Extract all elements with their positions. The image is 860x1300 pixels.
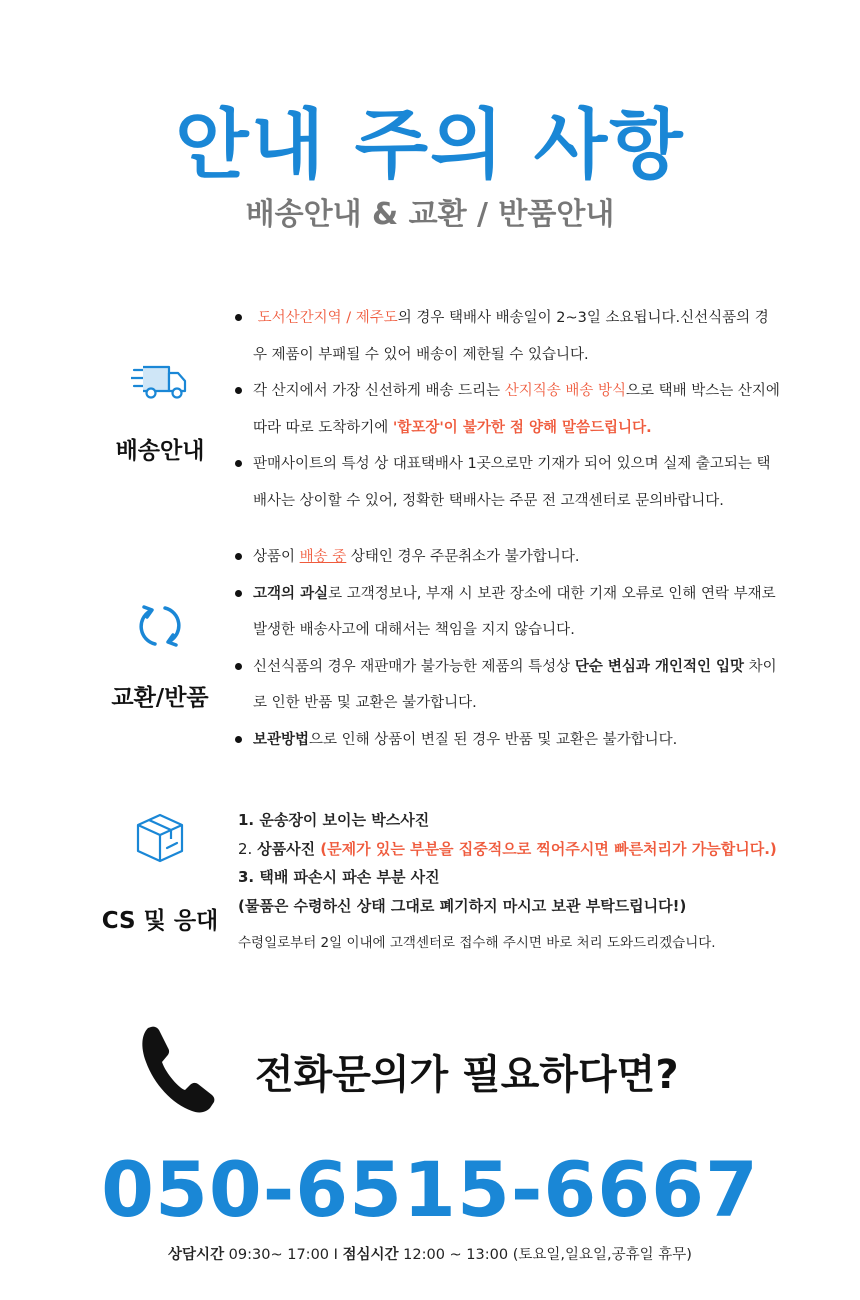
business-hours: 상담시간 09:30~ 17:00 I 점심시간 12:00 ~ 13:00 (토요일,일요일,공휴일 휴무) (168, 1247, 692, 1263)
list-item: 상품이 배송 중 상태인 경우 주문취소가 불가합니다. (235, 539, 780, 576)
cs-item-box-photo: 1. 운송장이 보이는 박스사진 (238, 811, 430, 829)
cs-item-damage-photo: 3. 택배 파손시 파손 부분 사진 (238, 868, 440, 886)
cs-item-product-photo: 2. 상품사진 (문제가 있는 부분을 집중적으로 찍어주시면 빠른처리가 가능합니다.) (238, 839, 777, 858)
shipping-list (235, 300, 780, 519)
box-package-icon (134, 812, 186, 864)
list-item: 판매사이트의 특성 상 대표택배사 1곳으로만 기재가 되어 있으며 실제 출고되는 택배사는 상이할 수 있어, 정확한 택배사는 주문 전 고객센터로 문의바랍니다. (235, 446, 780, 519)
cs-warning: (물품은 수령하신 상태 그대로 폐기하지 마시고 보관 부탁드립니다!) (238, 896, 687, 915)
cs-side (85, 812, 235, 935)
phone-icon (140, 1022, 216, 1114)
list-item: 각 산지에서 가장 신선하게 배송 드리는 산지직송 배송 방식으로 택배 박스는 산지에 따라 따로 도착하기에 '합포장'이 불가한 점 양해 말씀드립니다. (235, 373, 780, 446)
refresh-arrows-icon (136, 601, 184, 651)
exchange-side (85, 601, 235, 712)
list-item: 신선식품의 경우 재판매가 불가능한 제품의 특성상 단순 변심과 개인적인 입맛 차이로 인한 반품 및 교환은 불가합니다. (235, 649, 780, 722)
phone-question: 전화문의가 필요하다면? (255, 1052, 679, 1098)
list-item: 보관방법으로 인해 상품이 변질 된 경우 반품 및 교환은 불가합니다. (235, 722, 780, 759)
delivery-truck-icon (131, 362, 189, 402)
exchange-label: 교환/반품 (111, 685, 209, 711)
list-item: 고객의 과실로 고객정보나, 부재 시 보관 장소에 대한 기재 오류로 인해 연락 부재로 발생한 배송사고에 대해서는 책임을 지지 않습니다. (235, 576, 780, 649)
page-subtitle: 배송안내 & 교환 / 반품안내 (245, 197, 615, 232)
list-item: 도서산간지역 / 제주도의 경우 택배사 배송일이 2~3일 소요됩니다.신선식품의 경우 제품이 부패될 수 있어 배송이 제한될 수 있습니다. (235, 300, 780, 373)
cs-list (238, 806, 798, 958)
shipping-side (85, 362, 235, 465)
exchange-list (235, 539, 780, 758)
page-title: 안내 주의 사항 (175, 100, 685, 189)
cs-label: CS 및 응대 (101, 908, 219, 934)
phone-number[interactable]: 050-6515-6667 (101, 1145, 759, 1234)
cs-note: 수령일로부터 2일 이내에 고객센터로 접수해 주시면 바로 처리 도와드리겠습니다. (238, 935, 716, 951)
shipping-label: 배송안내 (115, 438, 205, 464)
